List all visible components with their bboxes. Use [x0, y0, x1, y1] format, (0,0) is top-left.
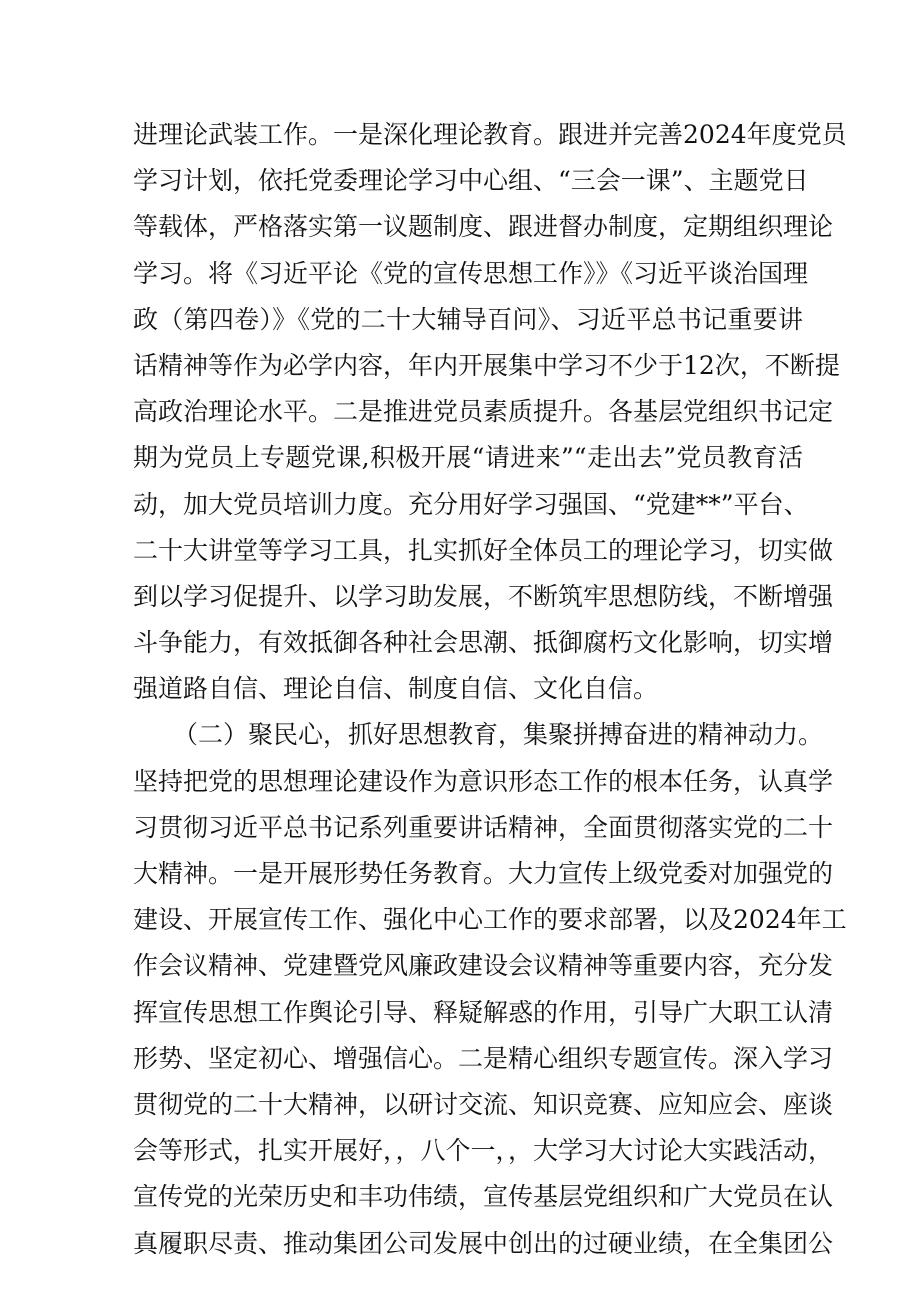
text-line-23: 会等形式，扎实开展好，，八个一，，大学习大讨论大实践活动，: [133, 1136, 834, 1166]
text-line-20: 挥宣传思想工作舆论引导、释疑解惑的作用，引导广大职工认清: [133, 997, 834, 1027]
text-line-13: 强道路自信、理论自信、制度自信、文化自信。: [133, 674, 659, 704]
section-heading: （二）聚民心，抓好思想教育，集聚拼搏奋进的精神动力。: [173, 720, 824, 750]
text-line-3: 等载体，严格落实第一议题制度、跟进督办制度，定期组织理论: [133, 212, 834, 242]
text-line-25: 真履职尽责、推动集团公司发展中创出的过硬业绩，在全集团公: [133, 1228, 834, 1258]
text-line-16: 习贯彻习近平总书记系列重要讲话精神，全面贯彻落实党的二十: [133, 812, 834, 842]
text-line-6: 话精神等作为必学内容，年内开展集中学习不少于12次，不断提: [133, 350, 840, 380]
text-line-2: 学习计划，依托党委理论学习中心组、“三会一课”、主题党日: [133, 166, 809, 196]
text-line-24: 宣传党的光荣历史和丰功伟绩，宣传基层党组织和广大党员在认: [133, 1182, 834, 1212]
text-line-19: 作会议精神、党建暨党风廉政建设会议精神等重要内容，充分发: [133, 951, 834, 981]
body-text: [133, 112, 847, 1267]
text-line-21: 形势、坚定初心、增强信心。二是精心组织专题宣传。深入学习: [133, 1043, 834, 1073]
text-line-15: 坚持把党的思想理论建设作为意识形态工作的根本任务，认真学: [133, 766, 834, 796]
text-line-8: 期为党员上专题党课,积极开展“请进来”“走出去”党员教育活: [133, 443, 803, 473]
text-line-7: 高政治理论水平。二是推进党员素质提升。各基层党组织书记定: [133, 397, 834, 427]
text-line-1: 进理论武装工作。一是深化理论教育。跟进并完善2024年度党员: [133, 120, 847, 149]
text-line-22: 贯彻党的二十大精神，以研讨交流、知识竞赛、应知应会、座谈: [133, 1089, 834, 1119]
text-line-18: 建设、开展宣传工作、强化中心工作的要求部署，以及2024年工: [133, 905, 847, 935]
text-line-11: 到以学习促提升、以学习助发展，不断筑牢思想防线，不断增强: [133, 581, 834, 611]
text-line-4: 学习。将《习近平论《党的宣传思想工作》》《习近平谈治国理: [133, 258, 809, 288]
text-line-10: 二十大讲堂等学习工具，扎实抓好全体员工的理论学习，切实做: [133, 535, 834, 565]
text-line-5: 政（第四卷）》《党的二十大辅导百问》、习近平总书记重要讲: [133, 304, 803, 334]
text-line-9: 动，加大党员培训力度。充分用好学习强国、“党建**”平台、: [133, 489, 809, 519]
text-line-17: 大精神。一是开展形势任务教育。大力宣传上级党委对加强党的: [133, 859, 834, 888]
text-line-12: 斗争能力，有效抵御各种社会思潮、抵御腐朽文化影响，切实增: [133, 628, 834, 658]
